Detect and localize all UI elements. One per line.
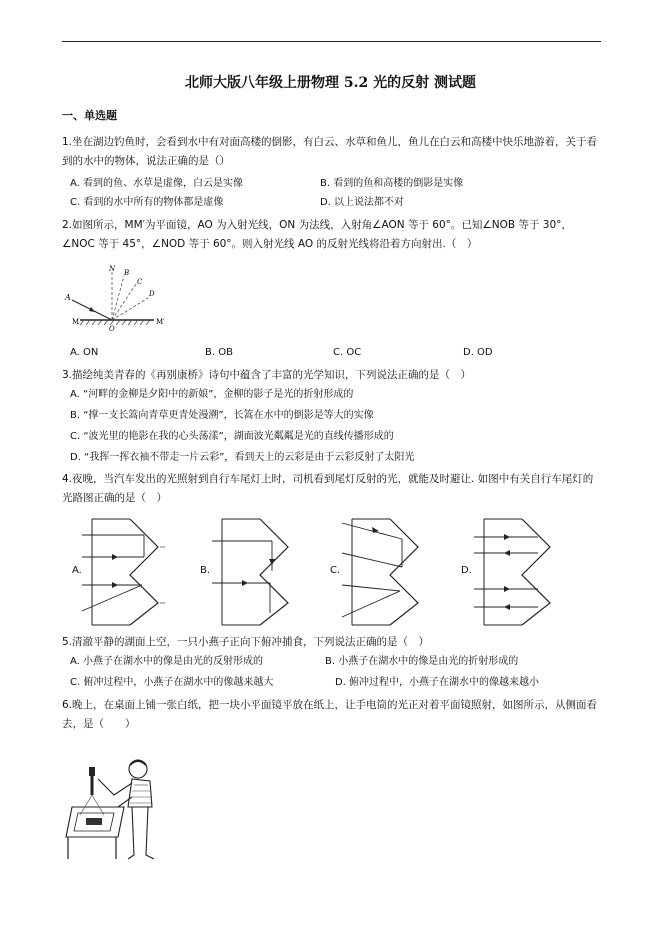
question-2-text: 2.如图所示，MM′为平面镜，AO 为入射光线，ON 为法线，入射角∠AON 等于 60°。已知∠NOB 等于 30°，∠NOC 等于 45°，∠NOD 等于 60°。则入射光线 AO 的反射光线将沿着方向射出.（ ） xyxy=(62,219,572,250)
q2-label-o: O xyxy=(109,325,115,333)
q1-option-d[interactable]: D. 以上说法都不对 xyxy=(320,197,405,208)
q5-option-c[interactable]: C. 俯冲过程中，小燕子在湖水中的像越来越大 xyxy=(70,677,274,688)
q3-option-c[interactable]: C. “波光里的艳影在我的心头荡漾”，湖面波光粼粼是光的直线传播形成的 xyxy=(70,431,394,442)
q2-label-d: D xyxy=(149,290,155,298)
q2-option-c[interactable]: C. OC xyxy=(333,347,362,358)
q4-option-d[interactable]: D. xyxy=(461,565,472,576)
q4-diagram-b xyxy=(212,513,302,631)
question-3-text: 3.描绘纯美青春的《再别康桥》诗句中蕴含了丰富的光学知识，下列说法正确的是（ ） xyxy=(62,369,472,381)
q2-option-a[interactable]: A. ON xyxy=(70,347,99,358)
q5-option-d[interactable]: D. 俯冲过程中，小燕子在湖水中的像越来越小 xyxy=(335,677,540,688)
q2-label-a: A xyxy=(65,293,71,302)
q4-option-b[interactable]: B. xyxy=(200,565,211,576)
header-rule xyxy=(62,41,601,42)
q5-option-b[interactable]: B. 小燕子在湖水中的像是由光的折射形成的 xyxy=(325,656,519,667)
question-1-text: 1.坐在湖边钓鱼时，会看到水中有对面高楼的倒影，有白云、水草和鱼儿，鱼儿在白云和高楼中快乐地游着，关于看到的水中的物体，说法正确的是（） xyxy=(62,136,598,167)
q3-option-b[interactable]: B. “撑一支长篙向青草更青处漫溯”，长篙在水中的倒影是等大的实像 xyxy=(70,410,374,421)
q3-option-a[interactable]: A. “河畔的金柳是夕阳中的新娘”，金柳的影子是光的折射形成的 xyxy=(70,389,354,400)
q1-option-a[interactable]: A. 看到的鱼、水草是虚像，白云是实像 xyxy=(70,178,244,189)
q2-label-n: N xyxy=(109,265,116,273)
question-4-text: 4.夜晚，当汽车发出的光照射到自行车尾灯上时，司机看到尾灯反射的光，就能及时避让. 如图中有关自行车尾灯的光路图正确的是（ ） xyxy=(62,473,594,504)
section-heading: 一、单选题 xyxy=(62,109,117,122)
question-6-text: 6.晚上，在桌面上铺一张白纸，把一块小平面镜平放在纸上，让手电筒的光正对着平面镜照射，如图所示，从侧面看去，是（ ） xyxy=(62,699,598,730)
question-5-text: 5.清澈平静的湖面上空，一只小燕子正向下俯冲捕食，下列说法正确的是（ ） xyxy=(62,636,430,648)
q2-option-d[interactable]: D. OD xyxy=(463,347,493,358)
q4-option-a[interactable]: A. xyxy=(72,565,82,576)
q2-mirror-diagram xyxy=(62,262,172,334)
q2-label-m-prime: M′ xyxy=(156,318,165,326)
q4-diagram-d xyxy=(474,513,564,631)
q2-label-b: B xyxy=(124,269,130,277)
q4-diagram-c xyxy=(342,513,432,631)
q2-label-c: C xyxy=(137,278,143,286)
q1-option-c[interactable]: C. 看到的水中所有的物体都是虚像 xyxy=(70,197,224,208)
q2-label-m: M xyxy=(72,318,80,326)
q3-option-d[interactable]: D. “我挥一挥衣袖不带走一片云彩”，看到天上的云彩是由于云彩反射了太阳光 xyxy=(70,452,415,463)
page-title: 北师大版八年级上册物理 5.2 光的反射 测试题 xyxy=(185,75,476,91)
q6-flashlight-figure xyxy=(62,755,172,863)
q4-diagram-a xyxy=(82,513,172,631)
q2-option-b[interactable]: B. OB xyxy=(205,347,233,358)
q5-option-a[interactable]: A. 小燕子在湖水中的像是由光的反射形成的 xyxy=(70,656,264,667)
q1-option-b[interactable]: B. 看到的鱼和高楼的倒影是实像 xyxy=(320,178,464,189)
q4-option-c[interactable]: C. xyxy=(330,565,341,576)
